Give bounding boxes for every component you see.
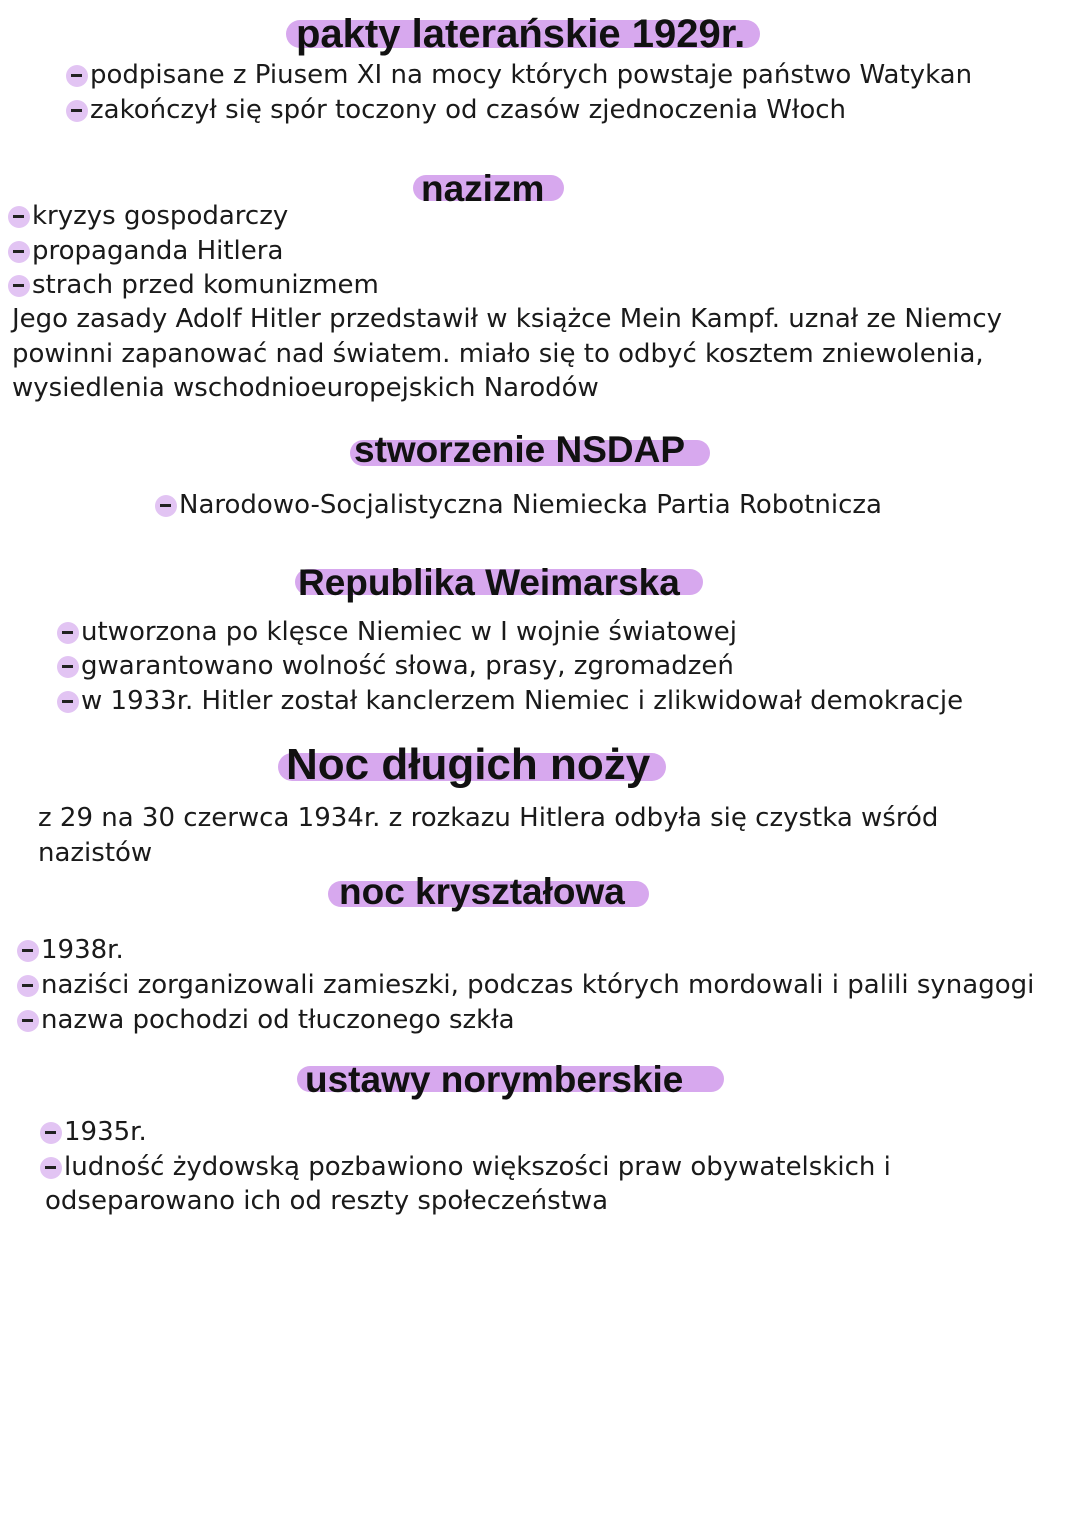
bullet-icon: [57, 655, 79, 677]
list-item: podpisane z Piusem XI na mocy których powstaje państwo Watykan: [66, 62, 972, 88]
section-title-weimar: Republika Weimarska: [298, 562, 680, 603]
list-item: propaganda Hitlera: [8, 238, 283, 264]
list-item: 1935r.: [40, 1119, 147, 1145]
bullet-icon: [155, 494, 177, 516]
list-item: naziści zorganizowali zamieszki, podczas których mordowali i palili synagogi: [17, 972, 1034, 998]
list-item: kryzys gospodarczy: [8, 203, 288, 229]
list-item: nazwa pochodzi od tłuczonego szkła: [17, 1007, 515, 1033]
list-item: Narodowo-Socjalistyczna Niemiecka Partia Robotnicza: [155, 492, 882, 518]
bullet-icon: [40, 1121, 62, 1143]
list-item: 1938r.: [17, 937, 124, 963]
bullet-icon: [17, 974, 39, 996]
list-item: strach przed komunizmem: [8, 272, 379, 298]
bullet-icon: [17, 939, 39, 961]
section-title-nsdap: stworzenie NSDAP: [354, 429, 686, 470]
section-title-lateran: pakty laterańskie 1929r.: [296, 12, 746, 56]
section-title-nazism: nazizm: [421, 168, 545, 209]
bullet-icon: [57, 621, 79, 643]
list-item: w 1933r. Hitler został kanclerzem Niemiec i zlikwidował demokracje: [57, 688, 963, 714]
section-title-kristallnacht: noc kryształowa: [339, 871, 625, 912]
section-title-long-knives: Noc długich noży: [286, 740, 651, 789]
bullet-icon: [17, 1009, 39, 1031]
bullet-icon: [40, 1156, 62, 1178]
list-item-continuation: odseparowano ich od reszty społeczeństwa: [45, 1186, 609, 1216]
section-title-nuremberg: ustawy norymberskie: [305, 1059, 684, 1100]
bullet-icon: [8, 240, 30, 262]
bullet-icon: [66, 64, 88, 86]
paragraph-nazism: Jego zasady Adolf Hitler przedstawił w książce Mein Kampf. uznał ze Niemcy powinni zapanować nad światem. miało się to odbyć kosztem zniewolenia, wysiedlenia wschodnioeuropejskich Narodów: [12, 304, 1003, 403]
bullet-icon: [57, 690, 79, 712]
list-item: gwarantowano wolność słowa, prasy, zgromadzeń: [57, 653, 734, 679]
bullet-icon: [8, 274, 30, 296]
list-item: ludność żydowską pozbawiono większości praw obywatelskich i: [40, 1154, 891, 1180]
paragraph-long-knives: z 29 na 30 czerwca 1934r. z rozkazu Hitlera odbyła się czystka wśród nazistów: [38, 803, 939, 868]
list-item: zakończył się spór toczony od czasów zjednoczenia Włoch: [66, 97, 846, 123]
bullet-icon: [66, 99, 88, 121]
list-item: utworzona po klęsce Niemiec w I wojnie światowej: [57, 619, 737, 645]
bullet-icon: [8, 205, 30, 227]
